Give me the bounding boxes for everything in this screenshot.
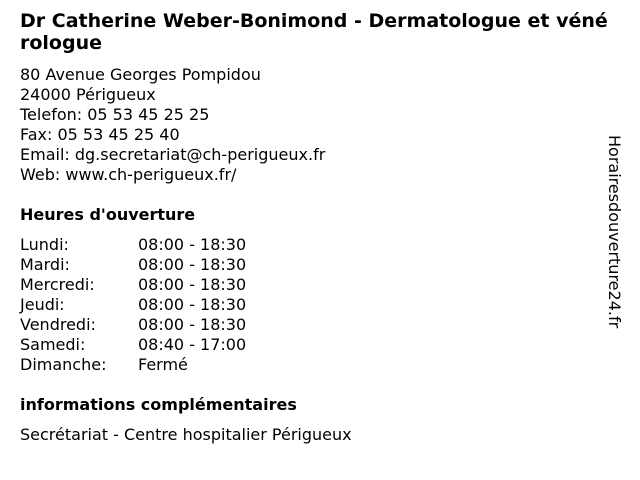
email-address: Email: dg.secretariat@ch-perigueux.fr [20,145,326,164]
additional-info-heading: informations complémentaires [20,395,297,414]
day-label: Vendredi: [20,315,96,334]
hours-row-wednesday [20,275,246,295]
day-label: Samedi: [20,335,86,354]
city: 24000 Périgueux [20,85,156,104]
day-label: Mardi: [20,255,70,274]
hours-row-sunday [20,355,246,375]
day-hours: 08:00 - 18:30 [138,255,247,274]
day-hours: 08:00 - 18:30 [138,235,247,254]
hours-row-friday [20,315,246,335]
additional-info-text: Secrétariat - Centre hospitalier Périgueux [20,425,352,444]
day-label: Mercredi: [20,275,95,294]
site-watermark: Horairesdouverture24.fr [605,135,624,329]
day-label: Jeudi: [20,295,65,314]
hours-row-tuesday [20,255,246,275]
day-hours: Fermé [138,355,188,374]
hours-row-saturday [20,335,246,355]
hours-row-monday [20,235,246,255]
day-hours: 08:40 - 17:00 [138,335,247,354]
day-label: Dimanche: [20,355,107,374]
website: Web: www.ch-perigueux.fr/ [20,165,237,184]
day-hours: 08:00 - 18:30 [138,275,247,294]
opening-hours-heading: Heures d'ouverture [20,205,196,224]
fax-number: Fax: 05 53 45 25 40 [20,125,180,144]
page-title: Dr Catherine Weber-Bonimond - Dermatologue et vénérologue [20,10,608,54]
phone-number: Telefon: 05 53 45 25 25 [20,105,210,124]
address-block [20,65,325,185]
opening-hours-table [20,235,246,375]
day-hours: 08:00 - 18:30 [138,315,247,334]
street-address: 80 Avenue Georges Pompidou [20,65,261,84]
day-hours: 08:00 - 18:30 [138,295,247,314]
hours-row-thursday [20,295,246,315]
day-label: Lundi: [20,235,69,254]
